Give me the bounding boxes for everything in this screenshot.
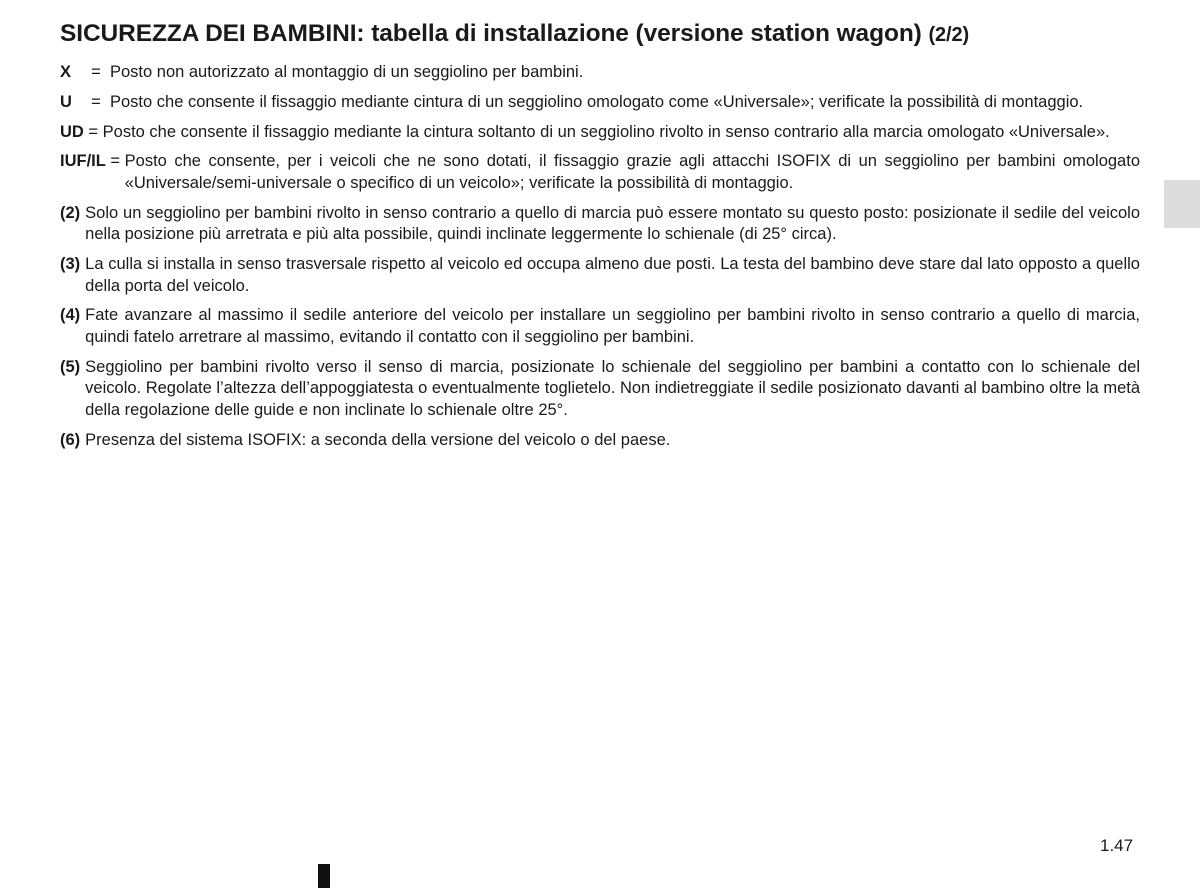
note-text: Fate avanzare al massimo il sedile anteriore del veicolo per installare un seggiolino per bambini rivolto in senso contrario a quello di marcia, quindi fatelo arretrare al massimo, evitando il contatto con il seggiolino per bambini.: [85, 306, 1140, 347]
legend-text: Posto che consente, per i veicoli che ne sono dotati, il fissaggio grazie agli attacchi ISOFIX di un seggiolino per bambini omologato «Universale/semi-universale o specifico di un veicolo»; verificate la possibilità di montaggio.: [124, 152, 1140, 192]
equals-sign: =: [83, 122, 103, 141]
legend-item-ud: [60, 122, 1140, 144]
note-label: (6): [60, 430, 81, 449]
note-label: (3): [60, 255, 81, 274]
print-registration-mark: [318, 864, 330, 888]
equals-sign: =: [82, 63, 110, 81]
equals-sign: =: [105, 152, 125, 171]
note-text: La culla si installa in senso trasversale rispetto al veicolo ed occupa almeno due posti. La testa del bambino deve stare dal lato opposto a quello della porta del veicolo.: [85, 255, 1140, 295]
note-text: Solo un seggiolino per bambini rivolto in senso contrario a quello di marcia può essere montato su questo posto: posizionate il sedile del veicolo nella posizione più arretrata e più alta possibile, quindi inclinate leggermente lo schienale (di 25° circa).: [85, 203, 1140, 244]
note-text: Seggiolino per bambini rivolto verso il senso di marcia, posizionate lo schienale del seggiolino per bambini a contatto con lo schienale del veicolo. Regolate l’altezza dell’appoggiatesta o eventualmente toglietelo. Non indietreggiate il sedile posizionato davanti al bambino oltre la metà della regolazione delle guide e non inclinate lo schienale oltre 25°.: [85, 357, 1141, 420]
note-label: (4): [60, 306, 81, 325]
note-2: [60, 203, 1140, 246]
note-label: (5): [60, 357, 81, 376]
legend-label: UD: [60, 122, 84, 141]
note-5: [60, 357, 1140, 422]
legend-label: IUF/IL: [60, 152, 106, 171]
legend-item-u: [60, 92, 1140, 114]
legend-text: Posto che consente il fissaggio mediante la cintura soltanto di un seggiolino rivolto in senso contrario alla marcia omologato «Universale».: [102, 122, 1110, 141]
content-list: [60, 62, 1140, 460]
legend-text: Posto che consente il fissaggio mediante cintura di un seggiolino omologato come «Universale»; verificate la possibilità di montaggio.: [109, 92, 1084, 111]
title-part-indicator: (2/2): [928, 24, 970, 46]
chapter-tab-marker: [1164, 180, 1200, 228]
legend-text: Posto non autorizzato al montaggio di un seggiolino per bambini.: [109, 63, 584, 81]
legend-item-x: [60, 62, 1140, 84]
note-text: Presenza del sistema ISOFIX: a seconda della versione del veicolo o del paese.: [85, 430, 671, 449]
note-6: [60, 430, 1140, 452]
legend-label: X: [60, 63, 72, 81]
page-title: [60, 18, 969, 51]
note-4: [60, 305, 1140, 348]
legend-item-iuf-il: [60, 151, 1140, 194]
legend-label: U: [60, 92, 72, 111]
title-main: SICUREZZA DEI BAMBINI: tabella di installazione (versione station wagon): [60, 20, 922, 47]
equals-sign: =: [82, 92, 110, 111]
page-number: 1.47: [1100, 836, 1134, 855]
note-3: [60, 254, 1140, 297]
note-label: (2): [60, 203, 81, 222]
